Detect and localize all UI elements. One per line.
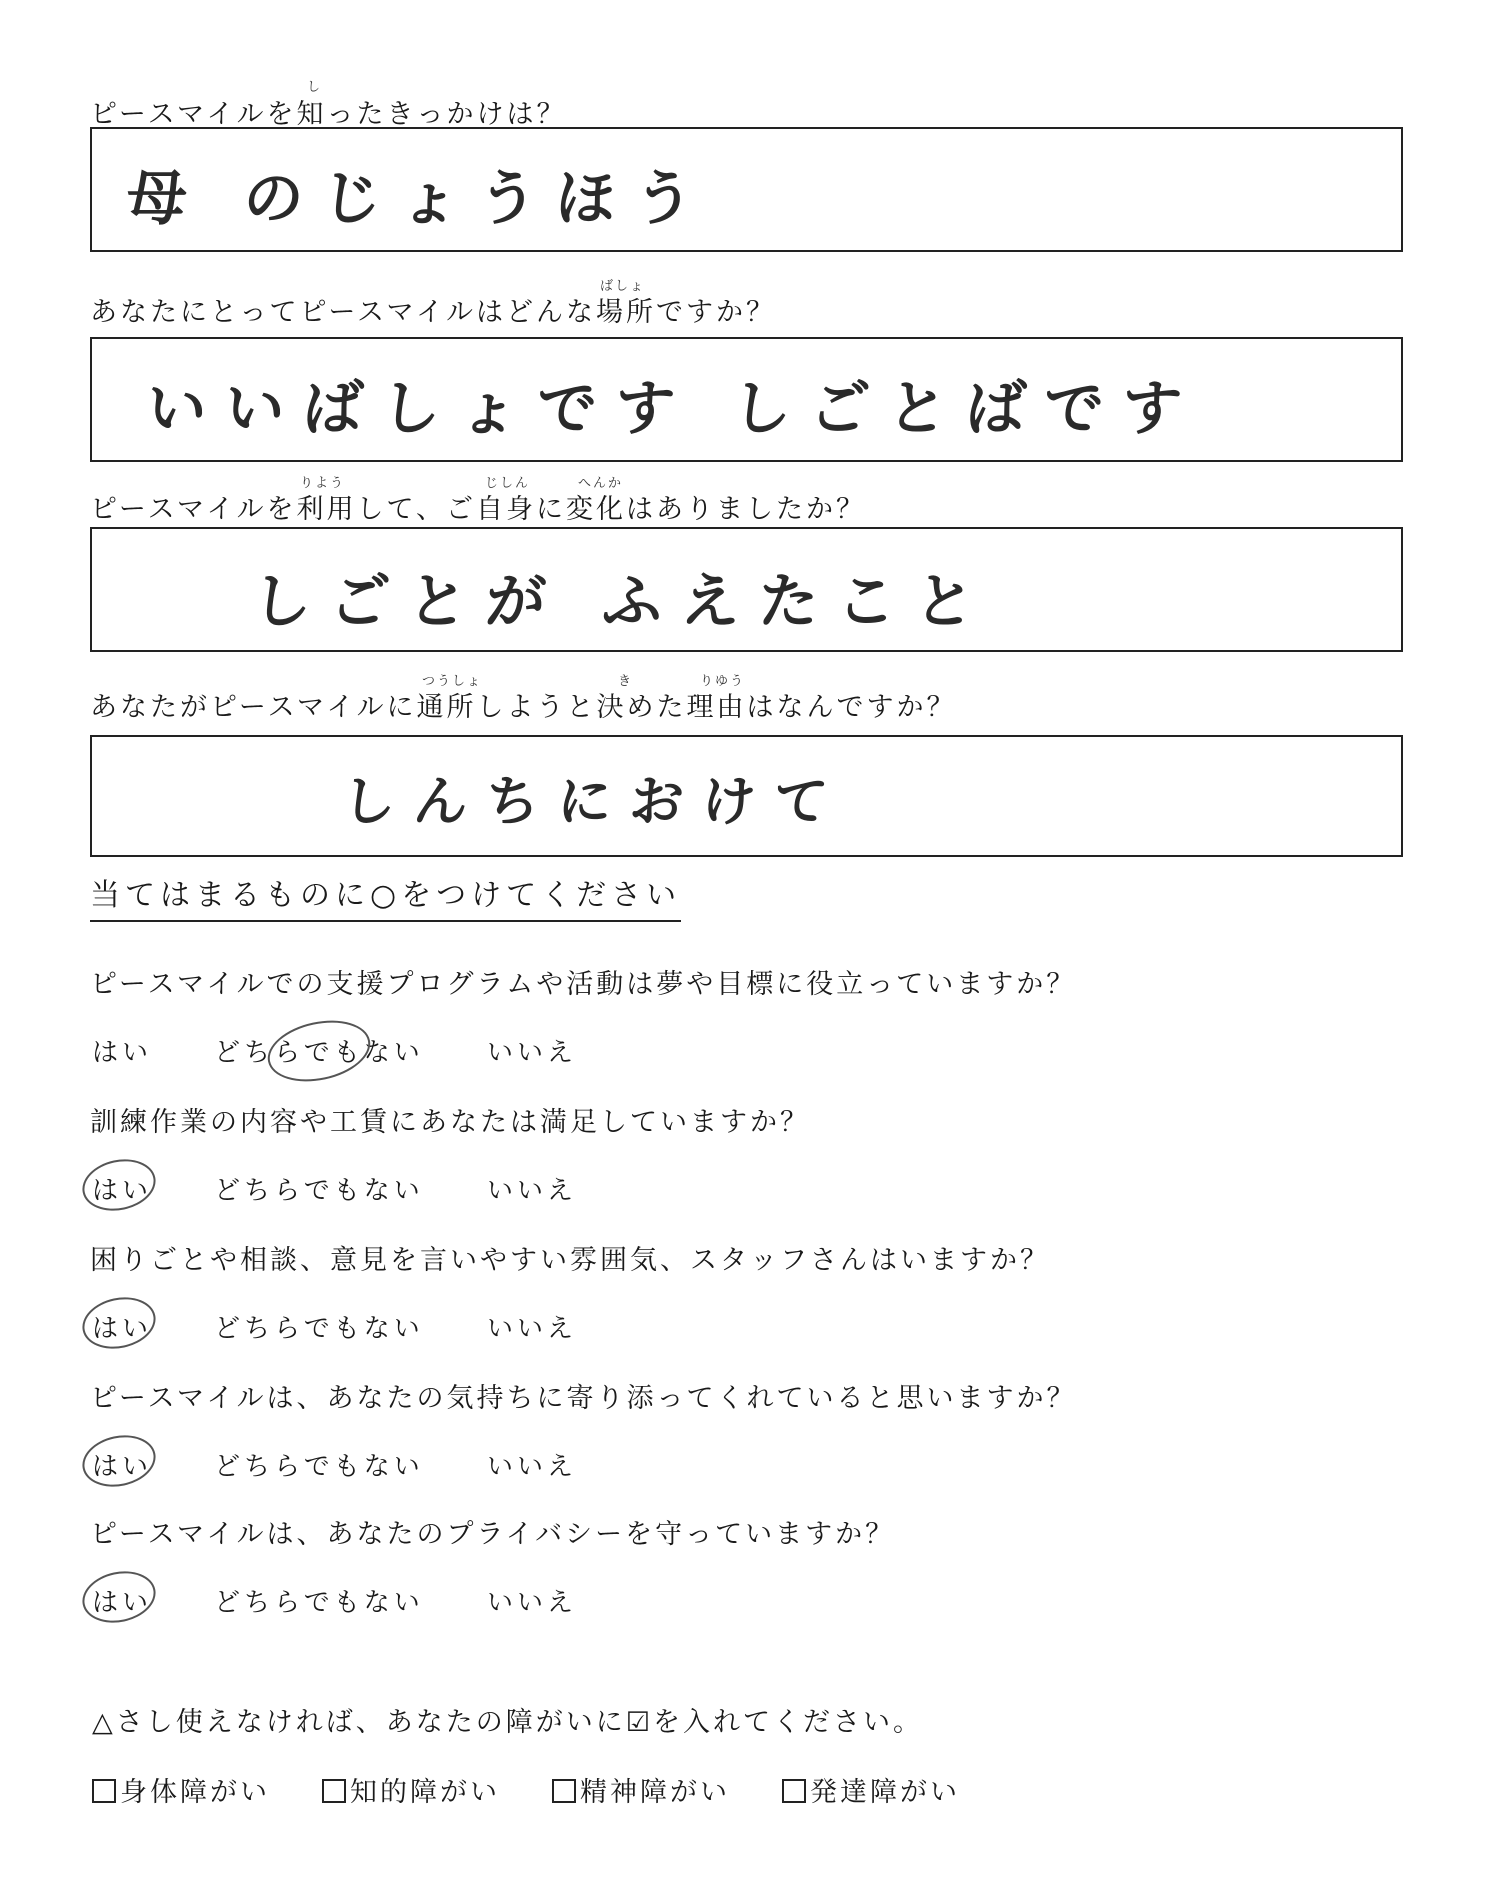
question-4: あなたがピースマイルに通所しようと決めた理由はなんですか？	[90, 692, 957, 723]
option-yes[interactable]: はい	[92, 1452, 153, 1482]
answer-box-2[interactable]	[90, 337, 1403, 462]
option-yes[interactable]: はい	[92, 1588, 153, 1618]
answer-box-1[interactable]	[90, 127, 1403, 252]
survey-question-5: ピースマイルは、あなたのプライバシーを守っていますか？	[90, 1519, 896, 1550]
selection-circle	[78, 1291, 161, 1355]
answer-box-3[interactable]	[90, 527, 1403, 652]
survey-options-4	[92, 1446, 692, 1482]
disability-checkboxes	[92, 1770, 1192, 1810]
furigana: き	[618, 674, 634, 689]
checkbox-intellectual[interactable]	[322, 1770, 500, 1809]
answer-box-4[interactable]	[90, 735, 1403, 857]
section-title: 当てはまるものに○をつけてください	[90, 870, 681, 922]
furigana: ばしょ	[600, 279, 646, 294]
option-no[interactable]: いいえ	[487, 1452, 578, 1482]
option-yes[interactable]: はい	[92, 1176, 153, 1206]
option-neither[interactable]: どちらでもない	[214, 1176, 424, 1206]
option-neither[interactable]: どちらでもない	[214, 1038, 424, 1068]
answer-4: しんちにおけて	[339, 769, 848, 833]
checkbox-label: 身体障がい	[120, 1777, 270, 1808]
survey-options-2	[92, 1170, 692, 1206]
checkbox-icon	[92, 1779, 116, 1803]
selection-circle	[78, 1565, 161, 1629]
checkbox-mental[interactable]	[552, 1770, 730, 1809]
checkbox-physical[interactable]	[92, 1770, 270, 1809]
checkbox-label: 発達障がい	[810, 1777, 960, 1808]
checkbox-icon	[782, 1779, 806, 1803]
checkbox-icon	[552, 1779, 576, 1803]
survey-question-3: 困りごとや相談、意見を言いやすい雰囲気、スタッフさんはいますか？	[90, 1245, 1050, 1276]
survey-options-3	[92, 1308, 692, 1344]
checkbox-label: 知的障がい	[350, 1777, 500, 1808]
checkbox-label: 精神障がい	[580, 1777, 730, 1808]
answer-2: いいばしょです しごとばです	[144, 374, 1202, 444]
option-no[interactable]: いいえ	[487, 1588, 578, 1618]
survey-options-5	[92, 1582, 692, 1618]
survey-question-4: ピースマイルは、あなたの気持ちに寄り添ってくれていると思いますか？	[90, 1383, 1077, 1414]
option-no[interactable]: いいえ	[487, 1038, 578, 1068]
selection-circle	[262, 1012, 376, 1090]
option-yes[interactable]: はい	[92, 1038, 153, 1068]
answer-3: しごとが ふえたこと	[249, 567, 995, 637]
option-yes[interactable]: はい	[92, 1314, 153, 1344]
survey-question-2: 訓練作業の内容や工賃にあなたは満足していますか？	[90, 1107, 810, 1138]
option-neither[interactable]: どちらでもない	[214, 1588, 424, 1618]
answer-1: 母 のじょうほう	[124, 164, 714, 234]
furigana: りゆう	[700, 674, 746, 689]
question-1: ピースマイルを知ったきっかけは？	[90, 99, 567, 130]
option-neither[interactable]: どちらでもない	[214, 1452, 424, 1482]
selection-circle	[78, 1153, 161, 1217]
furigana: し	[307, 80, 323, 95]
question-2: あなたにとってピースマイルはどんな場所ですか？	[90, 297, 776, 328]
option-neither[interactable]: どちらでもない	[214, 1314, 424, 1344]
checkbox-icon	[322, 1779, 346, 1803]
survey-options-1	[92, 1032, 692, 1068]
option-no[interactable]: いいえ	[487, 1314, 578, 1344]
disability-note: △さし使えなければ、あなたの障がいに☑を入れてください。	[92, 1707, 923, 1738]
question-3: ピースマイルを利用して、ご自身に変化はありましたか？	[90, 494, 866, 525]
selection-circle	[78, 1429, 161, 1493]
option-no[interactable]: いいえ	[487, 1176, 578, 1206]
survey-question-1: ピースマイルでの支援プログラムや活動は夢や目標に役立っていますか？	[90, 969, 1077, 1000]
furigana: つうしょ	[422, 674, 483, 689]
furigana: じしん	[485, 476, 531, 491]
checkbox-developmental[interactable]	[782, 1770, 960, 1809]
furigana: りよう	[300, 476, 346, 491]
furigana: へんか	[578, 476, 624, 491]
